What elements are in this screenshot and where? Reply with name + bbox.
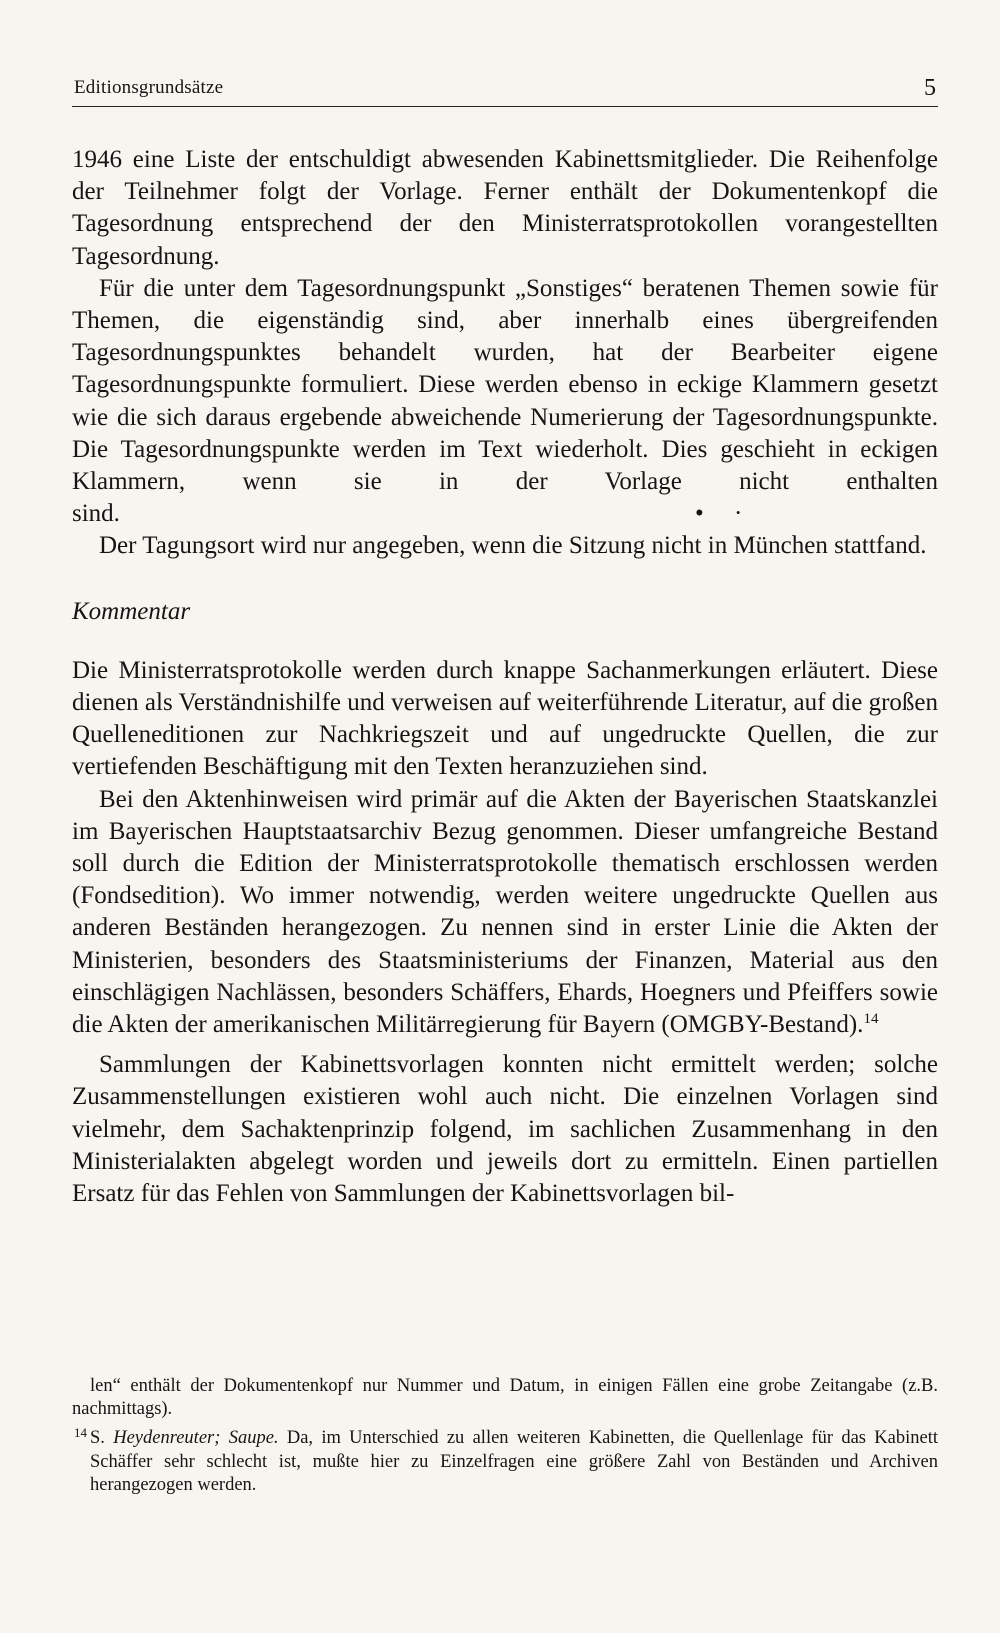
running-title: Editionsgrundsätze — [74, 77, 224, 98]
paragraph — [72, 273, 938, 531]
main-text — [72, 144, 938, 1210]
paragraph-text: Bei den Aktenhinweisen wird primär auf die Akten der Bayerischen Staatskanzlei im Bayerischen Hauptstaatsarchiv Bezug genommen. Dieser umfangreiche Bestand soll durch die Edition der Ministerratsprotokolle thematisch erschlossen werden (Fondsedition). Wo immer notwendig, werden weitere ungedruckte Quellen aus anderen Beständen herangezogen. Zu nennen sind in erster Linie die Akten der Ministerien, besonders des Staatsministeriums der Finanzen, Material aus den einschlägigen Nachlässen, besonders Schäffers, Ehards, Hoegners und Pfeiffers sowie die Akten der amerikanischen Militärregierung für Bayern (OMGBY-Bestand). — [72, 785, 938, 1039]
stray-marks: • · — [694, 500, 755, 528]
paragraph: Die Ministerratsprotokolle werden durch knappe Sachanmerkungen erläutert. Diese dienen als Verständnishilfe und verweisen auf weiterführende Literatur, auf die großen Quelleneditionen zur Nachkriegszeit und auf ungedruckte Quellen, die zur vertiefenden Beschäftigung mit den Texten heranzuziehen sind. — [72, 656, 938, 781]
paragraph: Sammlungen der Kabinettsvorlagen konnten nicht ermittelt werden; solche Zusammenstellungen existieren wohl auch nicht. Die einzelnen Vorlagen sind vielmehr, dem Sachaktenprinzip folgend, im sachlichen Zusammenhang in den Ministerialakten abgelegt worden und jeweils dort zu ermitteln. Einen partiellen Ersatz für das Fehlen von Sammlungen der Kabinettsvorlagen bil- — [72, 1051, 938, 1208]
footnotes — [72, 1375, 938, 1497]
paragraph-text: Für die unter dem Tagesordnungspunkt „Sonstiges“ beratenen Themen sowie für Themen, die eigenständig sind, aber innerhalb eines übergreifenden Tagesordnungspunktes behandelt wurden, hat der Bearbeiter eigene Tagesordnungspunkte formuliert. Diese werden ebenso in eckige Klammern gesetzt wie die sich daraus ergebende abweichende Numerierung der Tagesordnungspunkte. Die Tagesordnungspunkte werden im Text wiederholt. Dies geschieht in eckigen Klammern, wenn sie in der Vorlage nicht enthalten sind. — [72, 274, 938, 528]
footnote-14 — [72, 1427, 938, 1497]
footnote-prefix: S. — [90, 1428, 114, 1449]
footnote-number: 14 — [74, 1425, 87, 1441]
running-header — [72, 76, 938, 107]
paragraph: 1946 eine Liste der entschuldigt abwesenden Kabinettsmitglieder. Die Reihenfolge der Teilnehmer folgt der Vorlage. Ferner enthält der Dokumentenkopf die Tagesordnung entsprechend der den Ministerratsprotokollen vorangestellten Tagesordnung. — [72, 146, 938, 270]
paragraph: Der Tagungsort wird nur angegeben, wenn die Sitzung nicht in München stattfand. — [99, 532, 927, 560]
page-number: 5 — [924, 75, 936, 101]
footnote-authors: Heydenreuter; Saupe. — [113, 1428, 279, 1449]
paragraph — [72, 784, 938, 1042]
footnote-continuation: len“ enthält der Dokumentenkopf nur Nummer und Datum, in einigen Fällen eine grobe Zeitangabe (z.B. nachmittags). — [72, 1376, 938, 1420]
section-heading: Kommentar — [72, 597, 191, 625]
footnote-reference: 14 — [863, 1011, 879, 1028]
footnote-text: Da, im Unterschied zu allen weiteren Kabinetten, die Quellenlage für das Kabinett Schäffer sehr schlecht ist, mußte hier zu Einzelfragen eine größere Zahl von Beständen und Archiven herangezogen werden. — [90, 1428, 938, 1495]
